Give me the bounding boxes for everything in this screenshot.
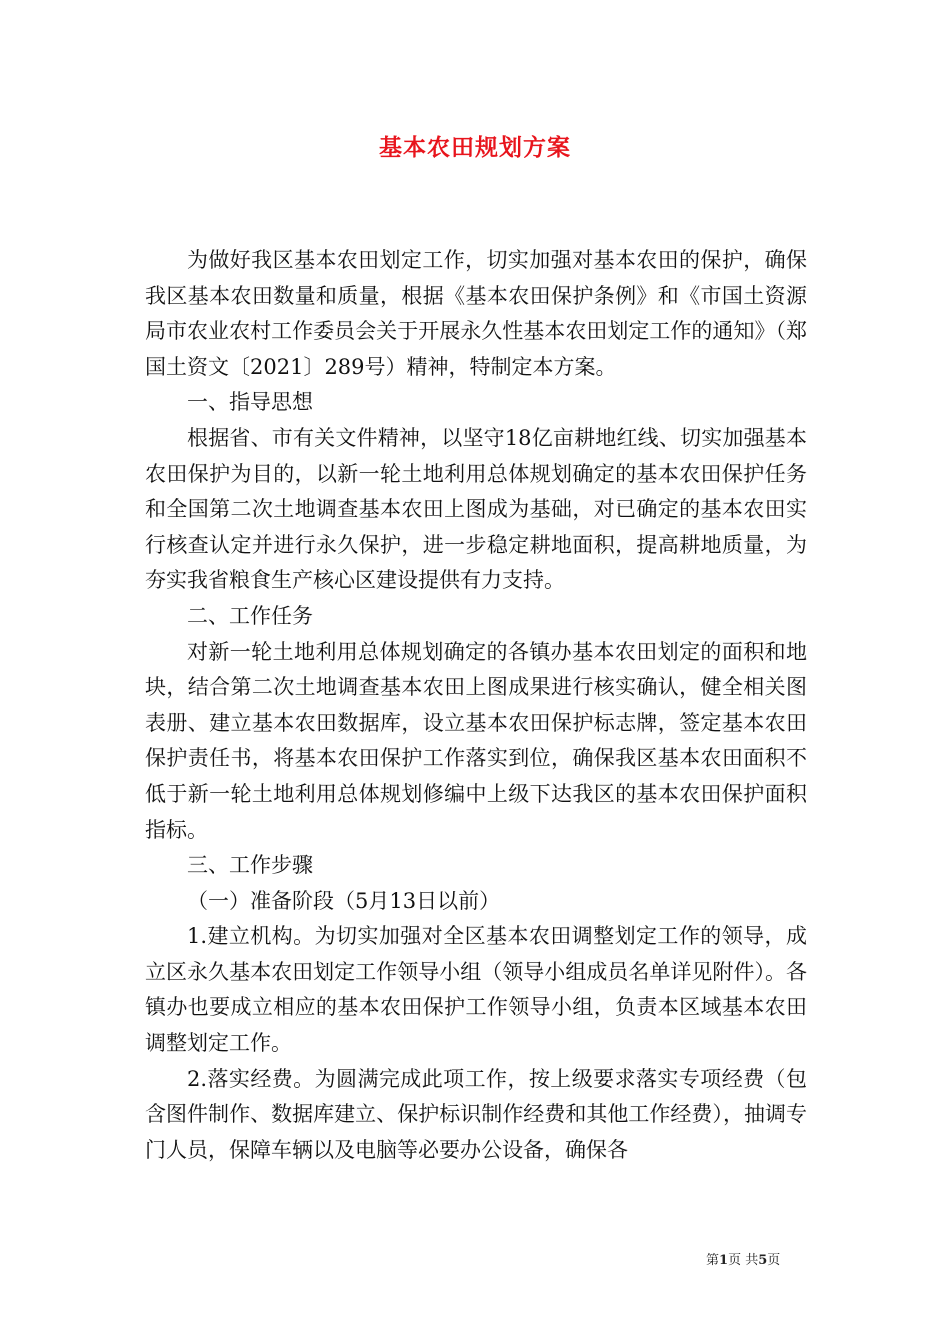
subsection-heading-preparation: （一）准备阶段（5月13日以前） bbox=[187, 888, 501, 913]
section-heading-steps: 三、工作步骤 bbox=[187, 853, 313, 878]
page-footer bbox=[706, 1249, 780, 1268]
step-1-paragraph: 1.建立机构。为切实加强对全区基本农田调整划定工作的领导，成立区永久基本农田划定工作领导小组（领导小组成员名单详见附件）。各镇办也要成立相应的基本农田保护工作领导小组，负责本区域基本农田调整划定工作。 bbox=[145, 924, 807, 1056]
guiding-principles-paragraph: 根据省、市有关文件精神，以坚守18亿亩耕地红线、切实加强基本农田保护为目的，以新一轮土地利用总体规划确定的基本农田保护任务和全国第二次土地调查基本农田上图成为基础，对已确定的基本农田实行核查认定并进行永久保护，进一步稳定耕地面积，提高耕地质量，为夯实我省粮食生产核心区建设提供有力支持。 bbox=[145, 425, 807, 593]
footer-suffix: 页 bbox=[767, 1253, 781, 1268]
document-body bbox=[145, 243, 807, 1168]
footer-total-pages: 5 bbox=[758, 1253, 768, 1268]
section-heading-tasks: 二、工作任务 bbox=[187, 603, 313, 628]
footer-middle: 页 共 bbox=[728, 1253, 759, 1268]
step-2-paragraph: 2.落实经费。为圆满完成此项工作，按上级要求落实专项经费（包含图件制作、数据库建立、保护标识制作经费和其他工作经费），抽调专门人员，保障车辆以及电脑等必要办公设备，确保各 bbox=[145, 1066, 807, 1162]
intro-paragraph: 为做好我区基本农田划定工作，切实加强对基本农田的保护，确保我区基本农田数量和质量，根据《基本农田保护条例》和《市国土资源局市农业农村工作委员会关于开展永久性基本农田划定工作的通知》（郑国土资文〔2021〕289号）精神，特制定本方案。 bbox=[145, 248, 807, 379]
footer-page-number: 1 bbox=[719, 1253, 729, 1268]
section-heading-guiding-principles: 一、指导思想 bbox=[187, 390, 313, 415]
tasks-paragraph: 对新一轮土地利用总体规划确定的各镇办基本农田划定的面积和地块，结合第二次土地调查基本农田上图成果进行核实确认，健全相关图表册、建立基本农田数据库，设立基本农田保护标志牌，签定基本农田保护责任书，将基本农田保护工作落实到位，确保我区基本农田面积不低于新一轮土地利用总体规划修编中上级下达我区的基本农田保护面积指标。 bbox=[145, 639, 807, 842]
document-title: 基本农田规划方案 bbox=[379, 134, 571, 161]
footer-prefix: 第 bbox=[706, 1253, 720, 1268]
